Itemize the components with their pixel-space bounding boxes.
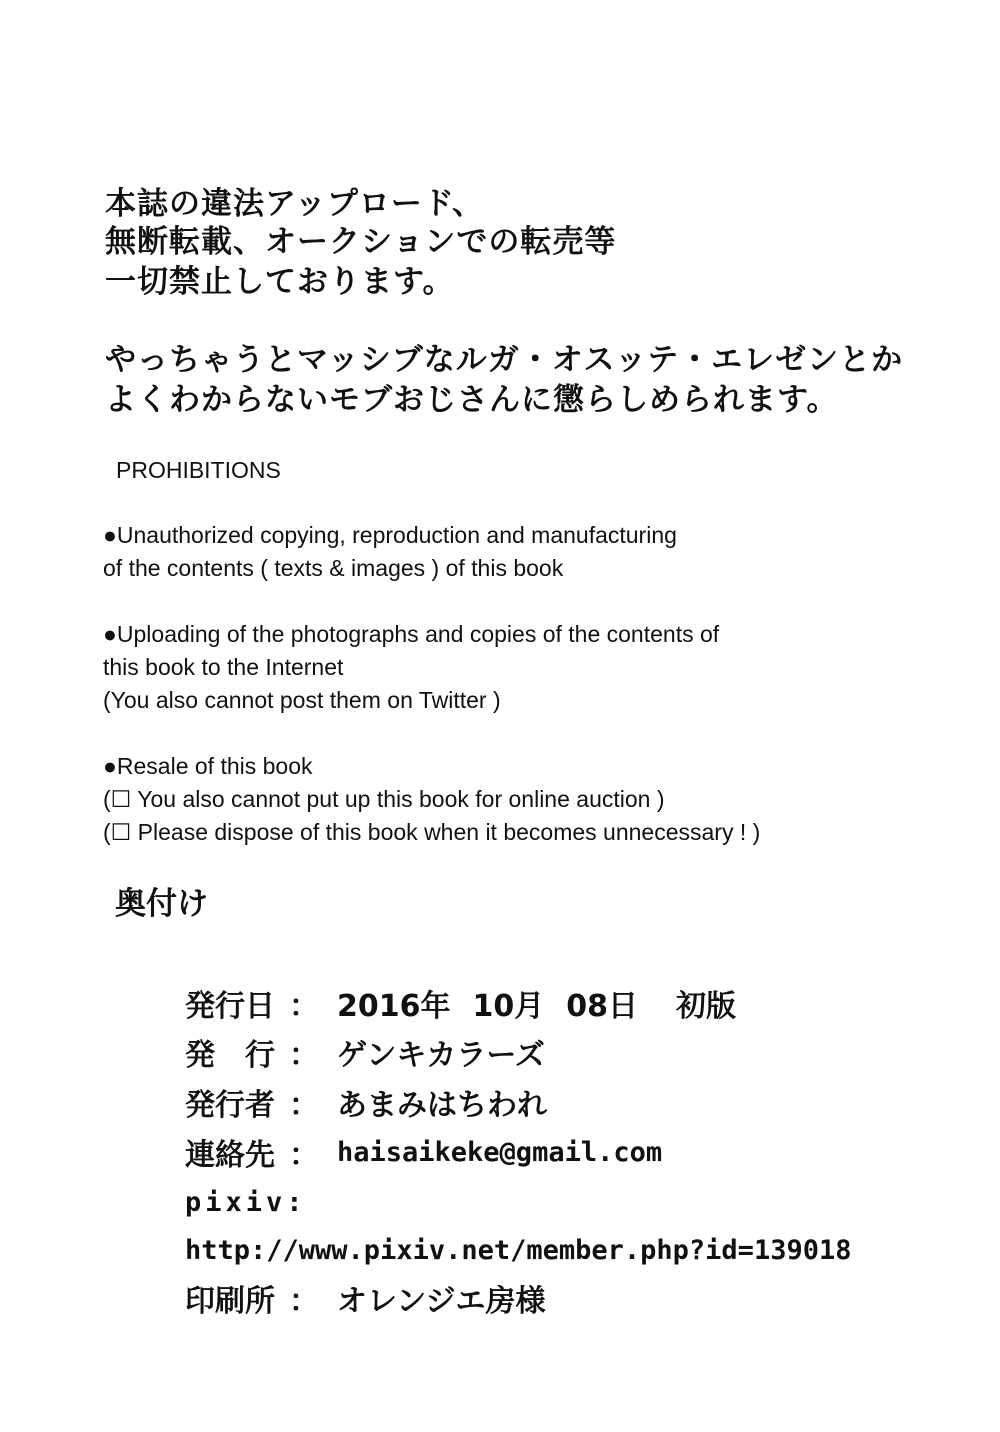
issue-date-year: 2016年 xyxy=(337,989,451,1024)
publisher-value: ゲンキカラーズ xyxy=(337,1038,545,1073)
prohibition-2-line-3: (You also cannot post them on Twitter ) xyxy=(103,687,501,713)
contact-separator: ： xyxy=(289,1138,319,1173)
prohibition-2-line-2: this book to the Internet xyxy=(103,654,344,680)
prohibition-1-line-1: ●Unauthorized copying, reproduction and manufacturing xyxy=(103,522,677,548)
prohibition-3-line-3: (☐ Please dispose of this book when it becomes unnecessary ! ) xyxy=(103,819,761,845)
colophon-pixiv-url-row xyxy=(185,1226,851,1274)
issue-date-month: 10月 xyxy=(472,989,545,1024)
notice-line-3: 一切禁止しております。 xyxy=(105,264,455,300)
colophon-contact-row xyxy=(185,1128,662,1176)
colophon-printer-row xyxy=(185,1274,546,1322)
warning-line-2: よくわからないモブおじさんに懲らしめられます。 xyxy=(105,382,839,418)
printer-label: 印刷所 xyxy=(185,1284,275,1319)
issue-date-separator: ： xyxy=(289,989,319,1024)
publisher-separator: ： xyxy=(289,1038,319,1073)
issue-date-day: 08日 xyxy=(566,989,638,1024)
colophon-author-row xyxy=(185,1078,547,1126)
colophon-issue-date-row xyxy=(185,979,736,1027)
notice-line-1: 本誌の違法アップロード、 xyxy=(105,186,485,222)
issue-date-label: 発行日 xyxy=(185,989,275,1024)
printer-separator: ： xyxy=(289,1284,319,1319)
issue-date-value xyxy=(337,981,736,1025)
author-value: あまみはちわれ xyxy=(337,1088,547,1123)
notice-line-2: 無断転載、オークションでの転売等 xyxy=(105,224,617,260)
publisher-label: 発 行 xyxy=(185,1038,275,1073)
author-label: 発行者 xyxy=(185,1088,275,1123)
prohibition-2-line-1: ●Uploading of the photographs and copies of the contents of xyxy=(103,621,720,647)
pixiv-url: http://www.pixiv.net/member.php?id=139018 xyxy=(185,1234,852,1266)
prohibition-1-line-2: of the contents ( texts & images ) of this book xyxy=(103,555,564,581)
author-separator: ： xyxy=(289,1088,319,1123)
issue-edition: 初版 xyxy=(676,989,736,1024)
colophon-title: 奥付け xyxy=(115,886,208,922)
prohibitions-heading: PROHIBITIONS xyxy=(116,457,281,483)
contact-label: 連絡先 xyxy=(185,1138,275,1173)
colophon-publisher-row xyxy=(185,1028,545,1076)
warning-line-1: やっちゃうとマッシブなルガ・オスッテ・エレゼンとか xyxy=(105,342,904,378)
pixiv-label: pixiv: xyxy=(185,1186,307,1218)
prohibition-3-line-2: (☐ You also cannot put up this book for online auction ) xyxy=(103,786,665,812)
printer-value: オレンジエ房様 xyxy=(337,1284,546,1319)
prohibition-3-line-1: ●Resale of this book xyxy=(103,753,313,779)
colophon-pixiv-row xyxy=(185,1178,307,1226)
contact-email: haisaikeke@gmail.com xyxy=(337,1136,663,1168)
